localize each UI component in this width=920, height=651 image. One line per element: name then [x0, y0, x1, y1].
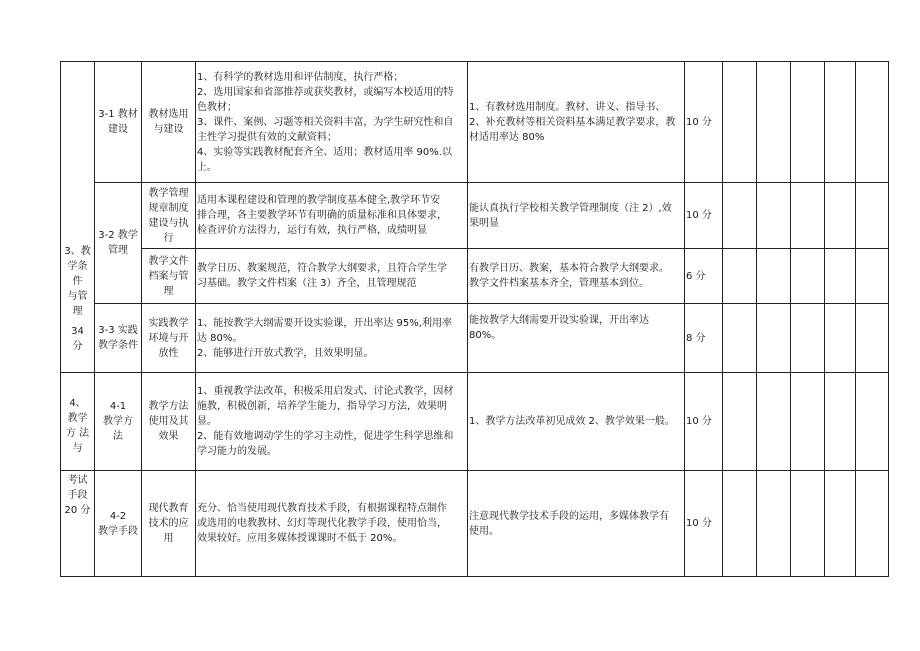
- subcategory-line: 3-3 实践: [98, 325, 138, 336]
- rating-cell[interactable]: [757, 471, 791, 577]
- pass-line: 材适用率达 80%: [469, 131, 545, 143]
- rating-cell[interactable]: [856, 62, 889, 183]
- pass-criteria-cell: [468, 304, 685, 373]
- standard-line: 习基础。教学文件档案（注 3）齐全，且管理规范: [197, 278, 417, 289]
- item-cell: [142, 183, 196, 249]
- standard-cell: [196, 62, 468, 183]
- category-line: 方 法: [65, 428, 90, 439]
- standard-line: 学习能力的发展。: [197, 446, 277, 457]
- standard-line: 2、能够进行开放式教学，且效果明显。: [197, 347, 374, 359]
- category-line: 34: [71, 326, 84, 337]
- subcategory-line: 3-2 教学: [98, 230, 138, 241]
- item-line: 现代教育: [148, 503, 189, 514]
- rating-cell[interactable]: [723, 471, 757, 577]
- item-cell: [142, 471, 196, 577]
- subcategory-line: 建设: [108, 124, 128, 135]
- pass-criteria-cell: [468, 62, 685, 183]
- standard-line: 3、课件、案例、习题等相关资料丰富，为学生研究性和自: [197, 116, 454, 128]
- item-line: 环境与开: [148, 332, 189, 344]
- rating-cell[interactable]: [791, 183, 825, 249]
- pass-line: 果明显: [469, 217, 499, 229]
- subcategory-line: 教学条件: [98, 340, 138, 351]
- table-row: [61, 62, 889, 183]
- rating-cell[interactable]: [856, 249, 889, 304]
- item-line: 规章制度: [148, 202, 189, 214]
- item-line: 实践教学: [148, 317, 189, 329]
- rating-cell[interactable]: [791, 304, 825, 373]
- standard-line: 显。: [197, 416, 217, 427]
- score-cell: 6 分: [685, 249, 723, 304]
- standard-line: 效果较好。应用多媒体授课课时不低于 20%。: [197, 533, 403, 544]
- rating-cell[interactable]: [757, 304, 791, 373]
- score-cell: 10 分: [685, 471, 723, 577]
- item-cell: [142, 249, 196, 304]
- item-line: 行: [163, 232, 174, 244]
- rating-cell[interactable]: [791, 373, 825, 471]
- standard-line: 2、选用国家和省部推荐或获奖教材，或编写本校适用的特: [197, 86, 454, 98]
- pass-line: 使用。: [469, 525, 499, 537]
- item-cell: [142, 373, 196, 471]
- pass-criteria-cell: [468, 471, 685, 577]
- rating-cell[interactable]: [856, 183, 889, 249]
- table-row: [61, 183, 889, 249]
- pass-line: 教学文件档案基本齐全，管理基本到位。: [469, 278, 649, 289]
- table-row: [61, 373, 889, 471]
- rating-cell[interactable]: [723, 249, 757, 304]
- standard-line: 色教材；: [197, 101, 237, 113]
- item-line: 教学方法: [148, 401, 189, 412]
- rating-cell[interactable]: [825, 62, 856, 183]
- standard-line: 1、能按教学大纲需要开设实验课，开出率达 95%,利用率: [197, 317, 452, 329]
- rating-cell[interactable]: [723, 373, 757, 471]
- rating-cell[interactable]: [856, 304, 889, 373]
- pass-line: 能认真执行学校相关教学管理制度（注 2）,效: [469, 202, 672, 214]
- pass-criteria-cell: [468, 249, 685, 304]
- rating-cell[interactable]: [791, 249, 825, 304]
- subcategory-cell: [95, 373, 142, 471]
- score-cell: 8 分: [685, 304, 723, 373]
- pass-line: 2、补充教材等相关资料基本满足教学要求，教: [469, 116, 676, 128]
- subcategory-line: 教学手段: [98, 525, 138, 537]
- rating-cell[interactable]: [825, 304, 856, 373]
- standard-cell: [196, 373, 468, 471]
- category-line: 考试: [67, 475, 88, 486]
- item-line: 放性: [158, 347, 179, 359]
- table-row: [61, 304, 889, 373]
- item-line: 使用及其: [148, 416, 189, 427]
- subcategory-cell: [95, 183, 142, 304]
- rating-cell[interactable]: [757, 62, 791, 183]
- standard-line: 施教，积极创新，培养学生能力，指导学习方法，效果明: [197, 401, 447, 412]
- rating-cell[interactable]: [723, 304, 757, 373]
- table-row: [61, 249, 889, 304]
- item-line: 教学管理: [148, 187, 189, 199]
- category-line: 手段: [67, 490, 88, 501]
- rating-cell[interactable]: [825, 183, 856, 249]
- item-line: 与建设: [153, 124, 184, 135]
- score-cell: 10 分: [685, 183, 723, 249]
- rating-cell[interactable]: [791, 62, 825, 183]
- standard-line: 达 80%。: [197, 332, 243, 344]
- rating-cell[interactable]: [757, 373, 791, 471]
- item-cell: [142, 304, 196, 373]
- item-line: 理: [163, 285, 174, 297]
- subcategory-cell: [95, 471, 142, 577]
- standard-cell: [196, 304, 468, 373]
- rating-cell[interactable]: [757, 249, 791, 304]
- item-line: 教材选用: [148, 109, 189, 120]
- rating-cell[interactable]: [825, 249, 856, 304]
- subcategory-cell: [95, 304, 142, 373]
- score-cell: 10 分: [685, 373, 723, 471]
- subcategory-line: 法: [113, 431, 123, 442]
- rating-cell[interactable]: [757, 183, 791, 249]
- standard-line: 4、实验等实践教材配套齐全、适用；教材适用率 90%.以: [197, 146, 452, 158]
- rating-cell[interactable]: [791, 471, 825, 577]
- rating-cell[interactable]: [856, 471, 889, 577]
- category-line: 与: [72, 443, 83, 454]
- item-line: 教学文件: [148, 255, 189, 267]
- subcategory-line: 管理: [108, 245, 128, 256]
- subcategory-line: 4-2: [109, 510, 127, 522]
- item-cell: [142, 62, 196, 183]
- standard-line: 排合理，各主要教学环节有明确的质量标准和具体要求，: [197, 210, 447, 221]
- pass-criteria-cell: [468, 373, 685, 471]
- rating-cell[interactable]: [723, 183, 757, 249]
- standard-line: 或选用的电教教材、幻灯等现代化教学手段，使用恰当，: [197, 518, 447, 529]
- standard-line: 1、重视教学法改革，积极采用启发式、讨论式教学，因材: [197, 386, 454, 397]
- standard-line: 教学日历、教案规范，符合教学大纲要求，且符合学生学: [197, 263, 447, 274]
- rating-cell[interactable]: [825, 471, 856, 577]
- standard-line: 主性学习提供有效的文献资料；: [197, 131, 337, 143]
- standard-line: 2、能有效地调动学生的学习主动性，促进学生科学思维和: [197, 431, 454, 442]
- category-cell: [61, 373, 95, 471]
- standard-line: 检查评价方法得力，运行有效，执行严格，成绩明显: [197, 225, 427, 236]
- item-line: 效果: [158, 431, 179, 442]
- subcategory-line: 4-1: [109, 401, 127, 412]
- pass-line: 有教学日历、教案，基本符合教学大纲要求。: [469, 263, 669, 274]
- category-cell: [61, 471, 95, 577]
- standard-cell: [196, 471, 468, 577]
- standard-cell: [196, 249, 468, 304]
- rating-cell[interactable]: [825, 373, 856, 471]
- category-cell: [61, 62, 95, 373]
- score-cell: 10 分: [685, 62, 723, 183]
- evaluation-table: [60, 61, 889, 577]
- item-line: 建设与执: [148, 217, 189, 229]
- pass-criteria-cell: [468, 183, 685, 249]
- subcategory-cell: [95, 62, 142, 183]
- rating-cell[interactable]: [723, 62, 757, 183]
- category-line: 与管理: [67, 291, 88, 317]
- item-line: 用: [163, 533, 174, 544]
- subcategory-line: 教学方: [103, 416, 133, 427]
- category-line: 4、: [69, 398, 86, 409]
- category-line: 3、教: [64, 246, 91, 257]
- standard-cell: [196, 183, 468, 249]
- standard-line: 上。: [197, 161, 217, 173]
- category-line: 教学: [67, 413, 88, 424]
- category-line: 学条件: [67, 261, 88, 287]
- pass-line: 1、教学方法改革初见成效 2、教学效果一般。: [469, 416, 675, 427]
- pass-line: 注意现代教学技术手段的运用，多媒体教学有: [469, 510, 669, 522]
- category-line: 20 分: [64, 505, 91, 516]
- pass-line: 能按教学大纲需要开设实验课，开出率达 80%。: [469, 315, 649, 341]
- subcategory-line: 3-1 教材: [98, 109, 138, 120]
- standard-line: 充分、恰当使用现代教育技术手段，有根据课程特点制作: [197, 503, 447, 514]
- table-row: [61, 471, 889, 577]
- standard-line: 1、有科学的教材选用和评估制度，执行严格；: [197, 71, 404, 83]
- category-line: 分: [72, 341, 83, 352]
- pass-line: 1、有教材选用制度。教材、讲义、指导书、: [469, 101, 666, 113]
- item-line: 档案与管: [148, 270, 189, 282]
- standard-line: 适用本课程建设和管理的教学制度基本健全,教学环节安: [197, 195, 441, 206]
- rating-cell[interactable]: [856, 373, 889, 471]
- item-line: 技术的应: [148, 518, 189, 529]
